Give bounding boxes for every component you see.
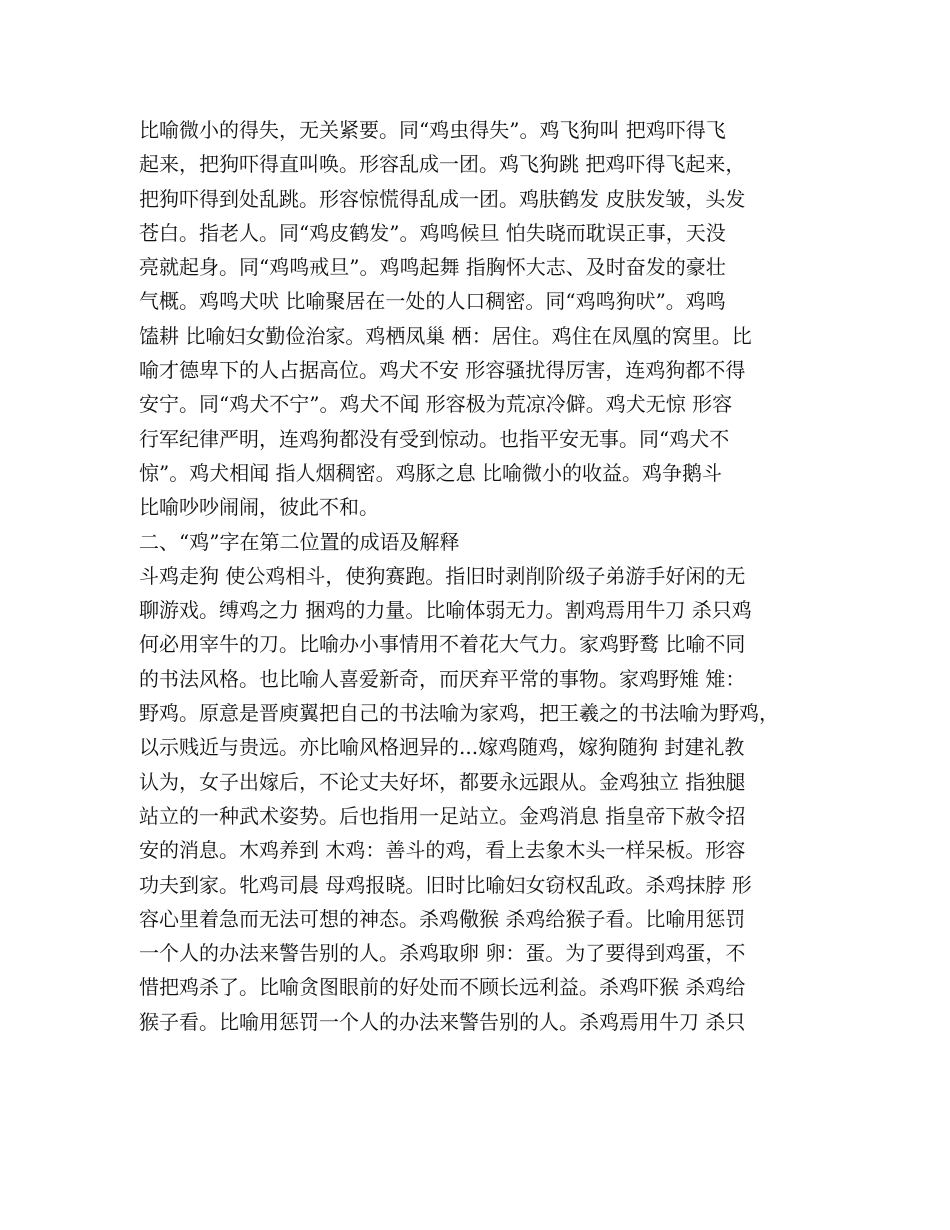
text-line: 起来，把狗吓得直叫唤。形容乱成一团。鸡飞狗跳 把鸡吓得飞起来，: [139, 152, 746, 177]
text-line: 站立的一种武术姿势。后也指用一足站立。金鸡消息 指皇帝下赦令招: [139, 803, 746, 828]
text-line: 野鸡。原意是晋庾翼把自己的书法喻为家鸡，把王羲之的书法喻为野鸡，: [139, 701, 779, 726]
text-line: 认为，女子出嫁后，不论丈夫好坏，都要永远跟从。金鸡独立 指独腿: [139, 769, 746, 794]
text-line: 的书法风格。也比喻人喜爱新奇，而厌弃平常的事物。家鸡野雉 雉：: [139, 666, 746, 691]
text-line: 惊”。鸡犬相闻 指人烟稠密。鸡豚之息 比喻微小的收益。鸡争鹅斗: [139, 460, 722, 485]
text-line: 何必用宰牛的刀。比喻办小事情用不着花大气力。家鸡野鹜 比喻不同: [139, 632, 746, 657]
text-line: 馌耕 比喻妇女勤俭治家。鸡栖凤巢 栖：居住。鸡住在凤凰的窝里。比: [139, 323, 752, 348]
text-line: 安的消息。木鸡养到 木鸡：善斗的鸡，看上去象木头一样呆板。形容: [139, 838, 746, 863]
text-line: 行军纪律严明，连鸡狗都没有受到惊动。也指平安无事。同“鸡犬不: [139, 426, 730, 451]
text-line: 比喻微小的得失，无关紧要。同“鸡虫得失”。鸡飞狗叫 把鸡吓得飞: [139, 118, 726, 142]
section-heading: 二、“鸡”字在第二位置的成语及解释: [139, 529, 460, 554]
text-line: 容心里着急而无法可想的神态。杀鸡儆猴 杀鸡给猴子看。比喻用惩罚: [139, 906, 746, 931]
text-line: 聊游戏。缚鸡之力 捆鸡的力量。比喻体弱无力。割鸡焉用牛刀 杀只鸡: [139, 598, 752, 623]
paragraph-chicken-idioms-first-position: [139, 113, 819, 1039]
text-line: 斗鸡走狗 使公鸡相斗，使狗赛跑。指旧时剥削阶级子弟游手好闲的无: [139, 563, 746, 588]
text-line: 安宁。同“鸡犬不宁”。鸡犬不闻 形容极为荒凉冷僻。鸡犬无惊 形容: [139, 392, 733, 417]
text-line: 一个人的办法来警告别的人。杀鸡取卵 卵：蛋。为了要得到鸡蛋，不: [139, 941, 746, 966]
text-line: 亮就起身。同“鸡鸣戒旦”。鸡鸣起舞 指胸怀大志、及时奋发的豪壮: [139, 255, 726, 280]
text-line: 苍白。指老人。同“鸡皮鹤发”。鸡鸣候旦 怕失晓而耽误正事，天没: [139, 220, 726, 245]
text-line: 气概。鸡鸣犬吠 比喻聚居在一处的人口稠密。同“鸡鸣狗吠”。鸡鸣: [139, 289, 726, 314]
text-line: 猴子看。比喻用惩罚一个人的办法来警告别的人。杀鸡焉用牛刀 杀只: [139, 1009, 746, 1034]
text-line: 比喻吵吵闹闹，彼此不和。: [139, 495, 379, 520]
text-line: 功夫到家。牝鸡司晨 母鸡报晓。旧时比喻妇女窃权乱政。杀鸡抹脖 形: [139, 872, 752, 897]
text-line: 惜把鸡杀了。比喻贪图眼前的好处而不顾长远利益。杀鸡吓猴 杀鸡给: [139, 975, 746, 1000]
text-line: 把狗吓得到处乱跳。形容惊慌得乱成一团。鸡肤鹤发 皮肤发皱，头发: [139, 186, 746, 211]
text-line: 以示贱近与贵远。亦比喻风格迥异的...嫁鸡随鸡，嫁狗随狗 封建礼教: [139, 735, 745, 760]
text-line: 喻才德卑下的人占据高位。鸡犬不安 形容骚扰得厉害，连鸡狗都不得: [139, 358, 746, 383]
